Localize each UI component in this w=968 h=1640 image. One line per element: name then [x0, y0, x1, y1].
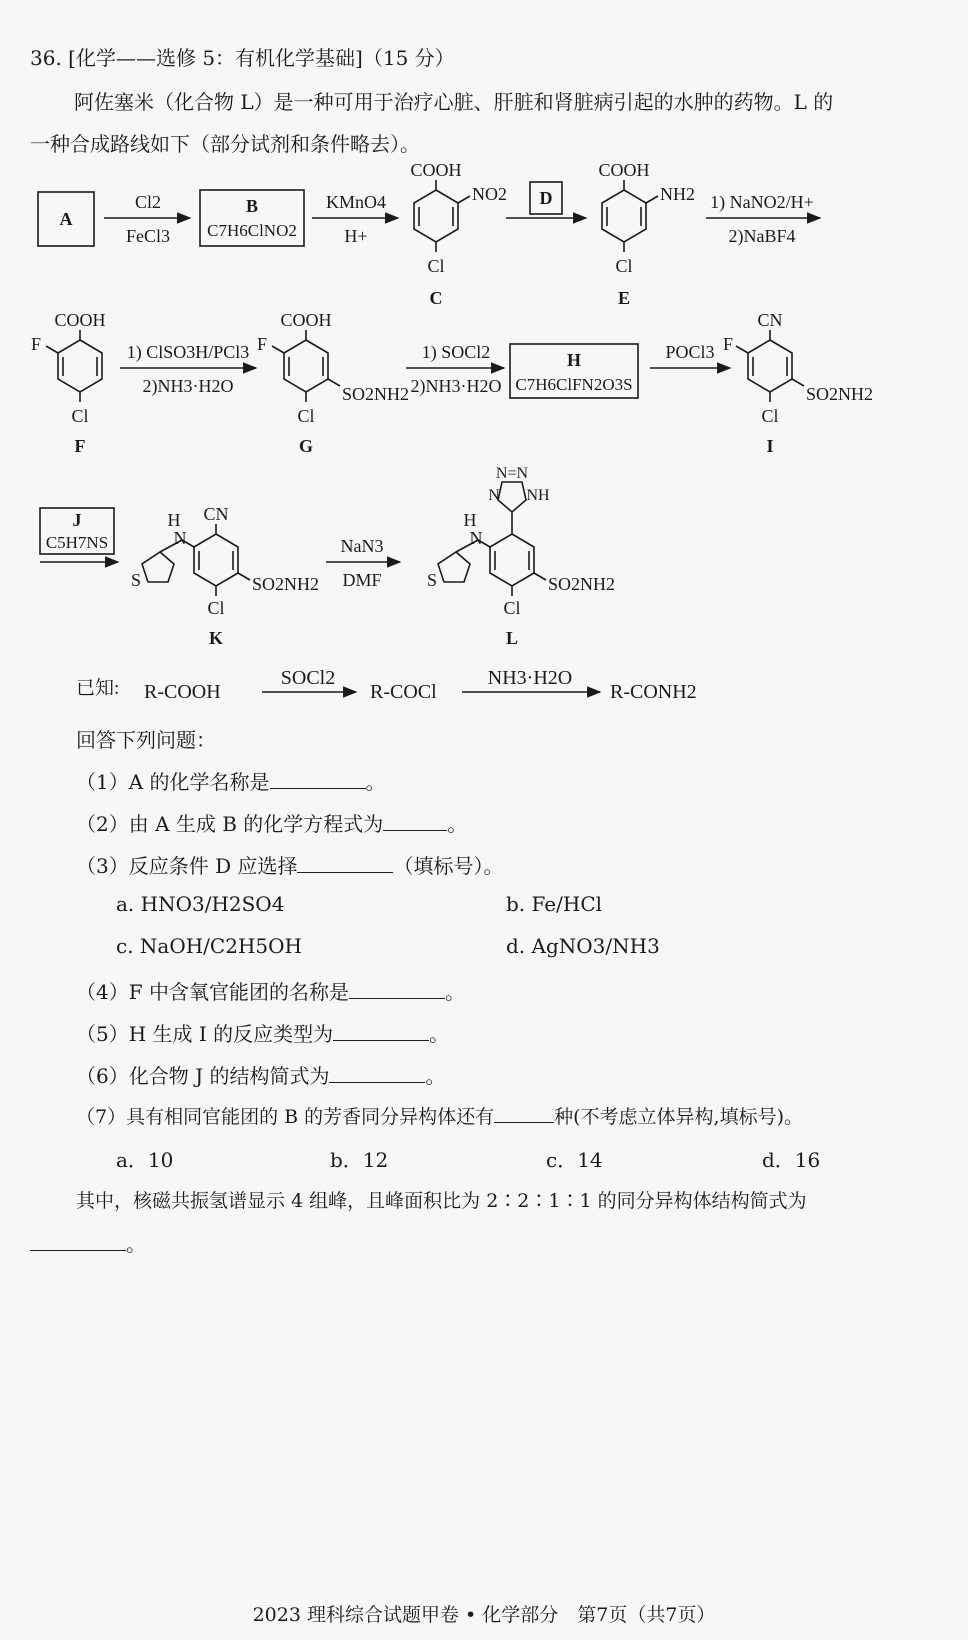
compound-j-label: J [72, 510, 82, 530]
arrow-6-top: 1) SOCl2 [421, 342, 491, 362]
question-4-text: （4）F 中含氧官能团的名称是 [76, 980, 349, 1004]
arrow-1-top: Cl2 [134, 192, 162, 212]
ring-l [490, 534, 534, 586]
q3-option-c: c. NaOH/C2H5OH [116, 934, 302, 958]
k-cn: CN [203, 504, 229, 524]
q3-option-d: d. AgNO3/NH3 [506, 934, 660, 958]
q2-period: 。 [447, 812, 468, 836]
compound-a: A [59, 209, 73, 229]
question-7-extra: 其中，核磁共振氢谱显示 4 组峰，且峰面积比为 2∶2∶1∶1 的同分异构体结构简式为 [76, 1190, 807, 1212]
q3-option-a: a. HNO3/H2SO4 [116, 892, 285, 916]
synthesis-scheme [0, 160, 968, 650]
question-3-suffix: （填标号）。 [393, 854, 504, 878]
c-cooh: COOH [410, 160, 462, 180]
thiophene-l [438, 552, 470, 582]
known-r-cocl: R-COCl [370, 681, 437, 703]
compound-c-label: C [429, 288, 443, 308]
e-nh2: NH2 [660, 184, 695, 204]
question-6-text: （6）化合物 J 的结构简式为 [76, 1064, 330, 1088]
ring-e [602, 190, 646, 242]
compound-b-label: B [245, 196, 259, 216]
question-4 [76, 976, 465, 1005]
known-r-cooh: R-COOH [144, 681, 221, 703]
question-5-text: （5）H 生成 I 的反应类型为 [76, 1022, 334, 1046]
question-7-extra-blank [30, 1228, 146, 1257]
f-cl: Cl [71, 406, 89, 426]
k-cl: Cl [207, 598, 225, 618]
ring-k [194, 534, 238, 586]
compound-j-formula: C5H7NS [45, 533, 109, 552]
e-cl: Cl [615, 256, 633, 276]
question-number: 36. [30, 46, 62, 70]
question-3 [76, 850, 503, 879]
compound-k-label: K [208, 628, 224, 648]
c-cl: Cl [427, 256, 445, 276]
compound-h-label: H [566, 350, 582, 370]
g-cl: Cl [297, 406, 315, 426]
compound-h-formula: C7H6ClFN2O3S [515, 375, 633, 394]
tetrazole-ring [498, 482, 526, 512]
arrow-7-top: POCl3 [665, 342, 715, 362]
k-so2nh2: SO2NH2 [252, 574, 320, 594]
l-thiophene-s: S [426, 570, 438, 590]
answer-blank-1[interactable] [270, 768, 366, 789]
i-cn: CN [757, 310, 783, 330]
f-f: F [30, 334, 42, 354]
k-nh-n: N [173, 528, 187, 548]
q7-option-a: a．10 [116, 1148, 174, 1172]
l-nh-n: N [469, 528, 483, 548]
compound-f-label: F [74, 436, 86, 456]
arrow-4-bottom: 2)NaBF4 [728, 226, 796, 246]
known-r-conh2: R-CONH2 [610, 681, 697, 703]
q7-extra-period: 。 [126, 1232, 146, 1256]
condition-d: D [539, 188, 553, 208]
k-nh-h: H [167, 510, 181, 530]
ring-c [414, 190, 458, 242]
question-header [30, 42, 455, 71]
arrow-5-top: 1) ClSO3H/PCl3 [126, 342, 250, 362]
arrow-9-bottom: DMF [342, 570, 382, 590]
compound-i-label: I [766, 436, 774, 456]
questions-intro: 回答下列问题： [76, 728, 216, 752]
question-section: [化学——选修 5：有机化学基础]（15 分） [68, 46, 455, 70]
c-no2: NO2 [472, 184, 507, 204]
g-so2nh2: SO2NH2 [342, 384, 410, 404]
question-1 [76, 766, 386, 795]
arrow-4-top: 1) NaNO2/H+ [710, 192, 814, 212]
arrow-2-bottom: H+ [344, 226, 368, 246]
f-cooh: COOH [54, 310, 106, 330]
intro-line-2: 一种合成路线如下（部分试剂和条件略去）。 [30, 132, 420, 156]
ring-g [284, 340, 328, 392]
q6-period: 。 [425, 1064, 446, 1088]
q5-period: 。 [429, 1022, 450, 1046]
question-3-text: （3）反应条件 D 应选择 [76, 854, 298, 878]
q7-option-d: d．16 [762, 1148, 821, 1172]
l-nh-h: H [463, 510, 477, 530]
known-label: 已知: [76, 678, 120, 699]
intro-line-1: 阿佐塞米（化合物 L）是一种可用于治疗心脏、肝脏和肾脏病引起的水肿的药物。L 的 [74, 90, 834, 114]
l-so2nh2: SO2NH2 [548, 574, 616, 594]
known-reagent-1: SOCl2 [280, 667, 336, 689]
answer-blank-6[interactable] [329, 1062, 425, 1083]
arrow-5-bottom: 2)NH3·H2O [142, 376, 234, 396]
i-cl: Cl [761, 406, 779, 426]
known-reagent-2: NH3·H2O [487, 667, 573, 689]
answer-blank-5[interactable] [333, 1020, 429, 1041]
question-1-text: （1）A 的化学名称是 [76, 770, 270, 794]
q7-option-c: c．14 [546, 1148, 603, 1172]
l-tetrazole-n: N [488, 487, 500, 504]
arrow-2-top: KMnO4 [325, 192, 387, 212]
e-cooh: COOH [598, 160, 650, 180]
l-tetrazole-nn: N=N [495, 465, 529, 482]
q1-period: 。 [365, 770, 386, 794]
answer-blank-7[interactable] [494, 1102, 554, 1123]
arrow-9-top: NaN3 [340, 536, 384, 556]
question-2-text: （2）由 A 生成 B 的化学方程式为 [76, 812, 384, 836]
arrow-6-bottom: 2)NH3·H2O [410, 376, 502, 396]
g-f: F [256, 334, 268, 354]
compound-g-label: G [298, 436, 314, 456]
answer-blank-4[interactable] [349, 978, 445, 999]
page-footer: 2023 理科综合试题甲卷 • 化学部分 第7页（共7页） [252, 1604, 716, 1626]
answer-blank-8[interactable] [30, 1230, 126, 1251]
question-2 [76, 808, 467, 837]
question-7-text: （7）具有相同官能团的 B 的芳香同分异构体还有 [76, 1106, 495, 1128]
l-tetrazole-nh: NH [526, 487, 550, 504]
q4-period: 。 [444, 980, 465, 1004]
question-7-suffix: 种(不考虑立体异构,填标号)。 [554, 1106, 804, 1128]
ring-f [58, 340, 102, 392]
l-cl: Cl [503, 598, 521, 618]
answer-blank-3[interactable] [297, 852, 393, 873]
question-5 [76, 1018, 449, 1047]
q3-option-b: b. Fe/HCl [506, 892, 603, 916]
compound-l-label: L [505, 628, 519, 648]
question-6 [76, 1060, 445, 1089]
compound-e-label: E [617, 288, 631, 308]
q7-option-b: b．12 [330, 1148, 389, 1172]
k-thiophene-s: S [130, 570, 142, 590]
arrow-1-bottom: FeCl3 [125, 226, 171, 246]
answer-blank-2[interactable] [383, 810, 447, 831]
g-cooh: COOH [280, 310, 332, 330]
question-7 [76, 1102, 803, 1129]
known-reaction [0, 660, 968, 710]
i-f: F [722, 334, 734, 354]
compound-b-formula: C7H6ClNO2 [207, 221, 297, 240]
thiophene-k [142, 552, 174, 582]
i-so2nh2: SO2NH2 [806, 384, 874, 404]
ring-i [748, 340, 792, 392]
